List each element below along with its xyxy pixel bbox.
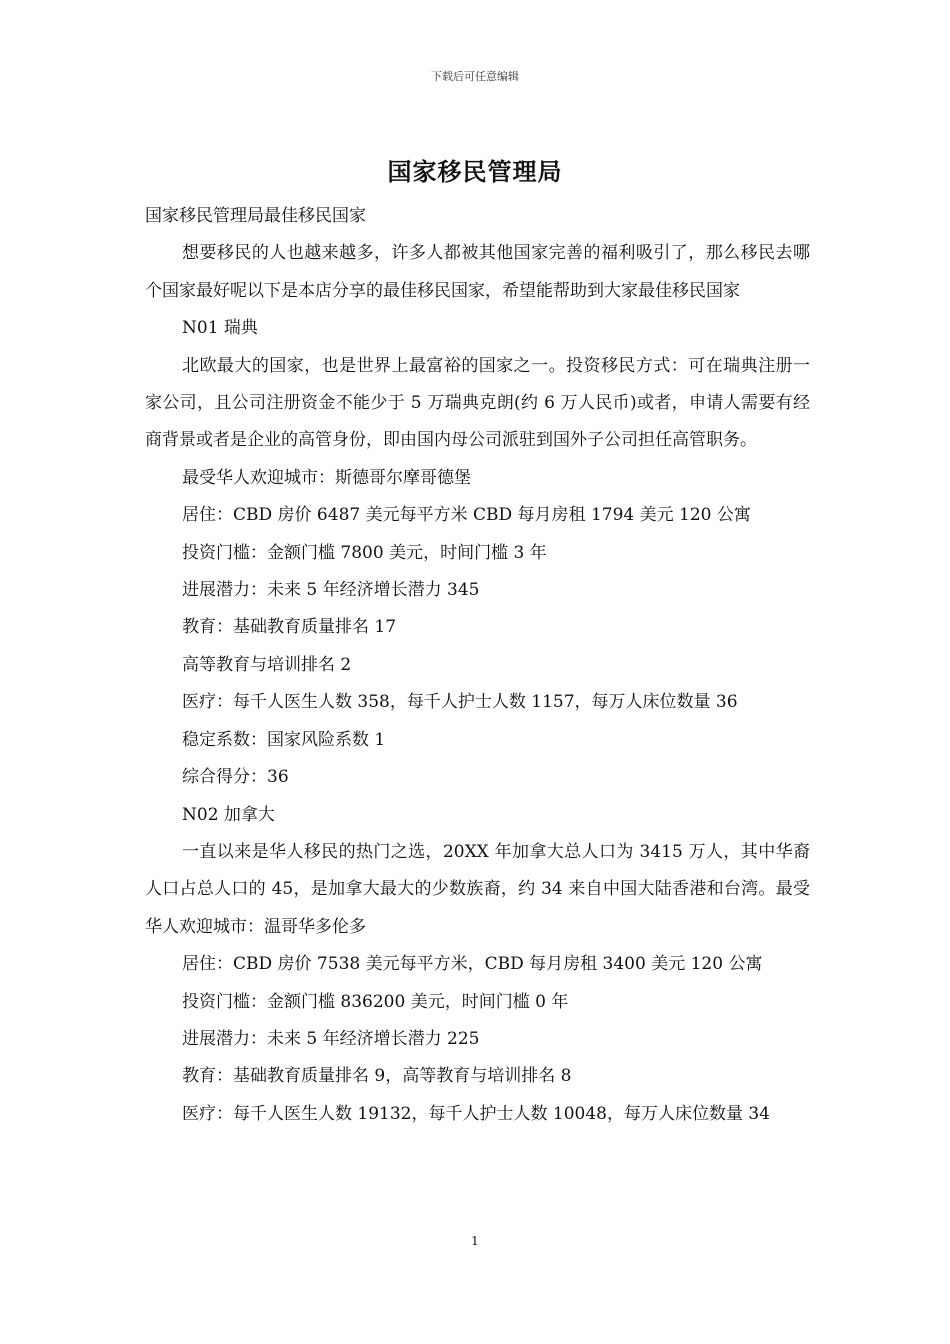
canada-housing: 居住：CBD 房价 7538 美元每平方米，CBD 每月房租 3400 美元 120 公寓 [182,954,763,975]
page-number: 1 [471,1234,479,1248]
sweden-education-higher: 高等教育与培训排名 2 [182,654,352,675]
sweden-score: 综合得分：36 [182,767,289,788]
sweden-medical: 医疗：每千人医生人数 358，每千人护士人数 1157，每万人床位数量 36 [182,692,738,713]
section-heading-sweden: N01 瑞典 [182,318,258,339]
canada-education: 教育：基础教育质量排名 9，高等教育与培训排名 8 [182,1066,572,1087]
sweden-investment-threshold: 投资门槛：金额门槛 7800 美元，时间门槛 3 年 [182,542,547,563]
sweden-stability: 稳定系数：国家风险系数 1 [182,729,386,750]
sweden-growth-potential: 进展潜力：未来 5 年经济增长潜力 345 [182,580,480,601]
intro-paragraph: 想要移民的人也越来越多，许多人都被其他国家完善的福利吸引了，那么移民去哪个国家最好呢以下是本店分享的最佳移民国家，希望能帮助到大家最佳移民国家 [145,243,810,301]
sweden-cities: 最受华人欢迎城市：斯德哥尔摩哥德堡 [182,467,471,488]
document-title: 国家移民管理局 [387,157,563,186]
canada-medical: 医疗：每千人医生人数 19132，每千人护士人数 10048，每万人床位数量 34 [182,1103,771,1124]
document-body [145,198,810,1133]
canada-description: 一直以来是华人移民的热门之选，20XX 年加拿大总人口为 3415 万人，其中华裔人口占总人口的 45，是加拿大最大的少数族裔，约 34 来自中国大陆香港和台湾。最受华人欢迎城市：温哥华多伦多 [145,841,810,937]
sweden-education-basic: 教育：基础教育质量排名 17 [182,617,397,638]
sweden-housing: 居住：CBD 房价 6487 美元每平方米 CBD 每月房租 1794 美元 120 公寓 [182,505,751,526]
sweden-description: 北欧最大的国家，也是世界上最富裕的国家之一。投资移民方式：可在瑞典注册一家公司，且公司注册资金不能少于 5 万瑞典克朗(约 6 万人民币)或者，申请人需要有经商背景或者是企业的高管身份，即由国内母公司派驻到国外子公司担任高管职务。 [145,355,810,451]
canada-investment-threshold: 投资门槛：金额门槛 836200 美元，时间门槛 0 年 [182,991,569,1012]
section-heading-canada: N02 加拿大 [182,804,275,825]
subtitle-paragraph: 国家移民管理局最佳移民国家 [145,206,366,226]
header-note: 下载后可任意编辑 [431,70,519,83]
canada-growth-potential: 进展潜力：未来 5 年经济增长潜力 225 [182,1028,480,1049]
